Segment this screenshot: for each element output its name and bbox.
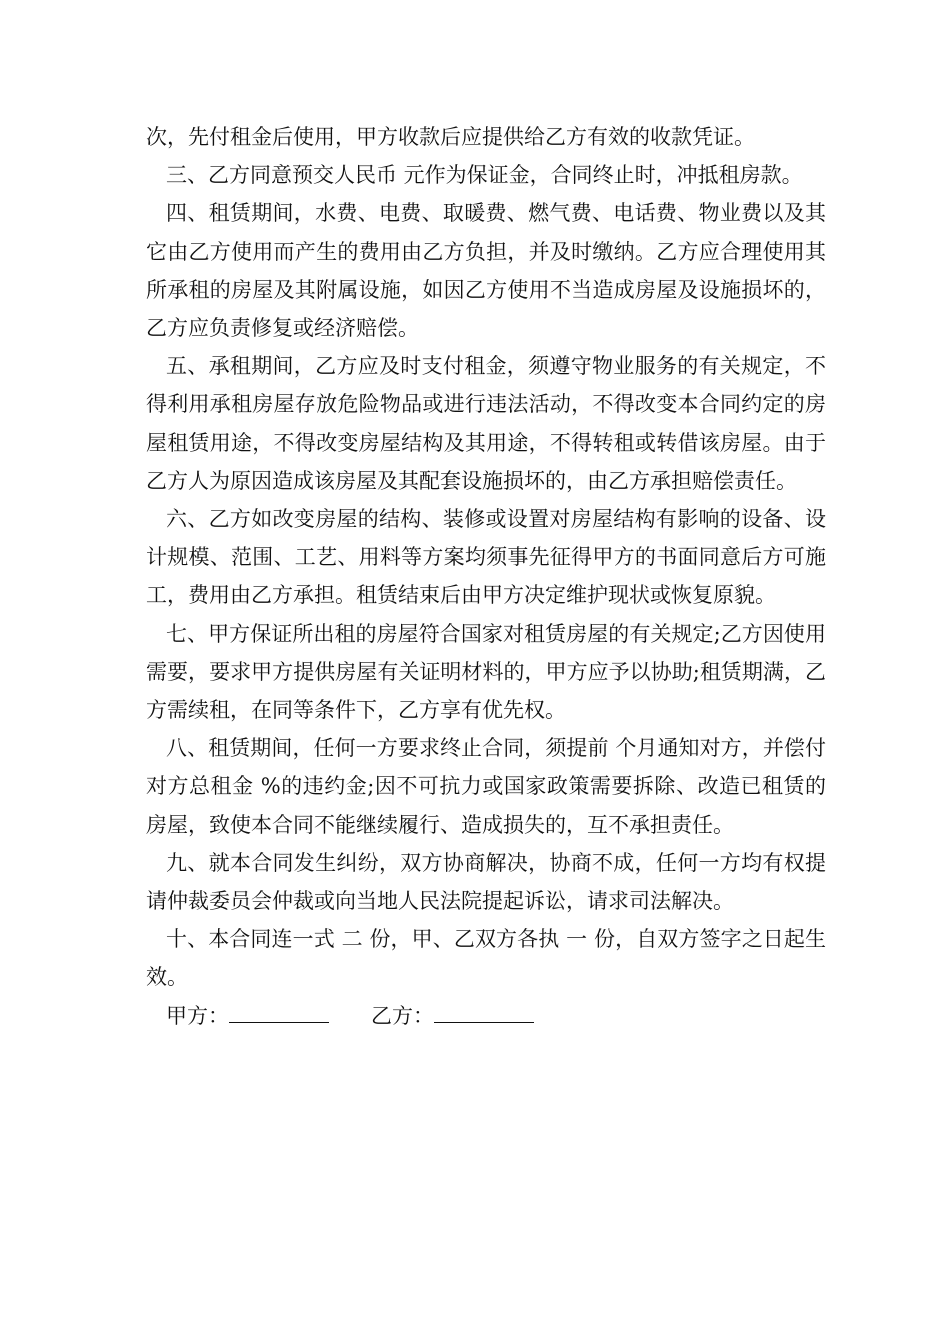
paragraph-clause-6-alterations: 六、乙方如改变房屋的结构、装修或设置对房屋结构有影响的设备、设计规模、范围、工艺、用料等方案均须事先征得甲方的书面同意后方可施工，费用由乙方承担。租赁结束后由甲方决定维护现状或恢复原貌。: [146, 507, 826, 608]
contract-body: [146, 118, 826, 1035]
paragraph-clause-8-termination: 八、租赁期间，任何一方要求终止合同，须提前 个月通知对方，并偿付对方总租金 %的违约金;因不可抗力或国家政策需要拆除、改造已租赁的房屋，致使本合同不能继续履行、造成损失的，互不承担责任。: [146, 736, 826, 837]
paragraph-clause-5-obligations: 五、承租期间，乙方应及时支付租金，须遵守物业服务的有关规定，不得利用承租房屋存放危险物品或进行违法活动，不得改变本合同约定的房屋租赁用途，不得改变房屋结构及其用途，不得转租或转借该房屋。由于乙方人为原因造成该房屋及其配套设施损坏的，由乙方承担赔偿责任。: [146, 354, 826, 493]
party-b-signature-line: [434, 1000, 534, 1023]
party-a-signature-line: [229, 1000, 329, 1023]
party-b-label: 乙方：: [371, 1003, 434, 1028]
signature-row: [146, 997, 826, 1035]
paragraph-clause-7-guarantee: 七、甲方保证所出租的房屋符合国家对租赁房屋的有关规定;乙方因使用需要，要求甲方提供房屋有关证明材料的，甲方应予以协助;租赁期满，乙方需续租，在同等条件下，乙方享有优先权。: [146, 621, 826, 723]
party-a-label: 甲方：: [166, 1003, 229, 1028]
paragraph-clause-3-deposit: 三、乙方同意预交人民币 元作为保证金，合同终止时，冲抵租房款。: [166, 163, 803, 188]
paragraph-clause-10-copies: 十、本合同连一式 二 份，甲、乙双方各执 一 份，自双方签字之日起生效。: [146, 927, 826, 990]
paragraph-clause-4-fees: 四、租赁期间，水费、电费、取暖费、燃气费、电话费、物业费以及其它由乙方使用而产生的费用由乙方负担，并及时缴纳。乙方应合理使用其所承租的房屋及其附属设施，如因乙方使用不当造成房屋及设施损坏的，乙方应负责修复或经济赔偿。: [146, 201, 826, 341]
paragraph-clause-9-disputes: 九、就本合同发生纠纷，双方协商解决，协商不成，任何一方均有权提请仲裁委员会仲裁或向当地人民法院提起诉讼，请求司法解决。: [146, 850, 826, 914]
paragraph-payment-continuation: 次，先付租金后使用，甲方收款后应提供给乙方有效的收款凭证。: [146, 125, 755, 149]
